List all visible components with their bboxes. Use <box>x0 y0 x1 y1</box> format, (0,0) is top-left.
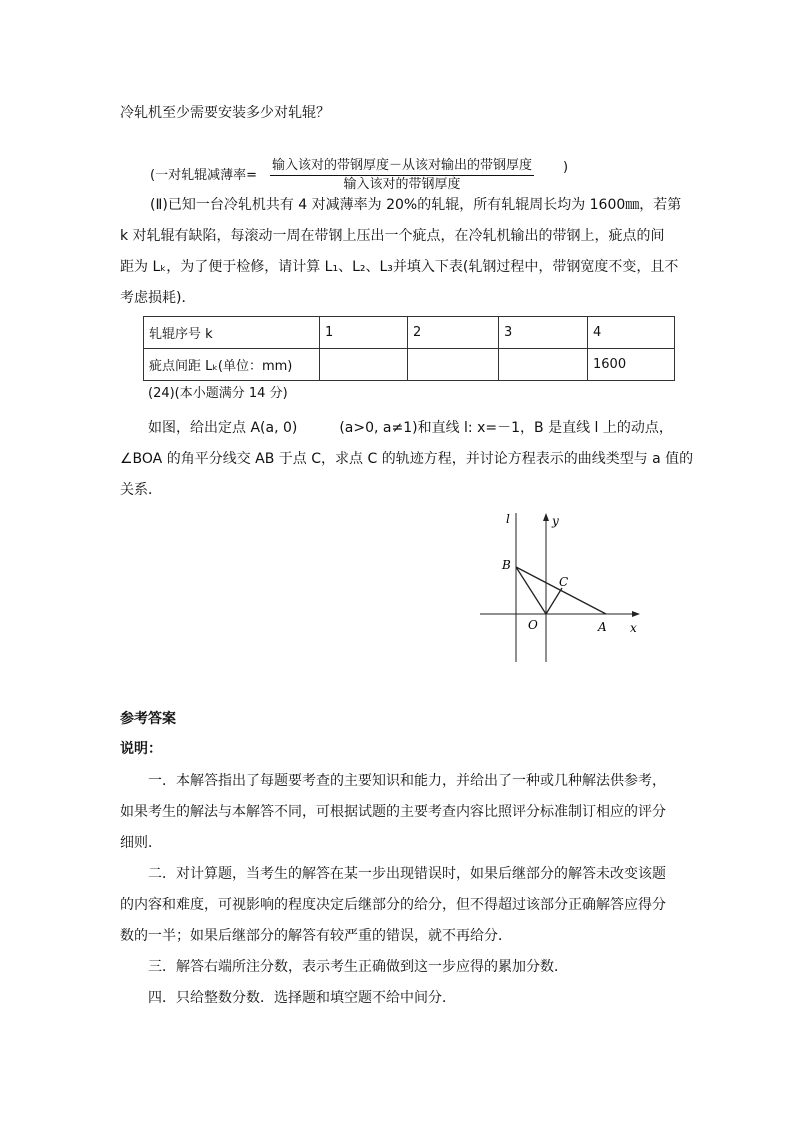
table-cell-label: 轧辊序号 k <box>144 317 320 349</box>
part2-line-4: 考虑损耗)． <box>120 290 196 306</box>
label-B: B <box>502 558 511 572</box>
note-title: 说明： <box>120 741 162 757</box>
table-cell: 1 <box>320 317 408 349</box>
note-p4: 四．只给整数分数．选择题和填空题不给中间分． <box>148 990 456 1006</box>
table-cell <box>320 349 408 381</box>
formula-denominator: 输入该对的带钢厚度 <box>343 177 461 192</box>
label-O: O <box>528 618 538 632</box>
q24-line-3: 关系． <box>120 482 162 498</box>
label-y: y <box>552 514 559 528</box>
x-axis-arrow <box>632 611 640 617</box>
segment-OC <box>546 588 562 614</box>
table-row <box>144 349 675 381</box>
note-p2-line-2: 的内容和难度，可视影响的程度决定后继部分的给分，但不得超过该部分正确解答应得分 <box>120 897 666 913</box>
formula-fraction <box>270 157 534 194</box>
q24-header: (24)(本小题满分 14 分) <box>148 386 288 401</box>
y-axis-arrow <box>543 513 549 521</box>
q24-line-1: 如图，给出定点 A(a, 0) (a>0, a≠1)和直线 l: x=－1，B 是直线 l 上的动点， <box>148 420 673 436</box>
part2-line-1: (Ⅱ)已知一台冷轧机共有 4 对减薄率为 20%的轧辊，所有轧辊周长均为 1600㎜，若第 <box>150 197 682 213</box>
note-p3: 三．解答右端所注分数，表示考生正确做到这一步应得的累加分数． <box>148 959 568 975</box>
formula-prefix: (一对轧辊减薄率= <box>150 168 257 183</box>
note-p1-line-1: 一．本解答指出了每题要考查的主要知识和能力，并给出了一种或几种解法供参考， <box>148 773 666 789</box>
label-A: A <box>598 620 607 634</box>
table-cell: 3 <box>499 317 588 349</box>
part2-line-2: k 对轧辊有缺陷，每滚动一周在带钢上压出一个疵点，在冷轧机输出的带钢上，疵点的间 <box>120 228 665 244</box>
table-cell: 1600 <box>588 349 675 381</box>
note-p2-line-3: 数的一半；如果后继部分的解答有较严重的错误，就不再给分． <box>120 928 512 944</box>
note-p1-line-3: 细则． <box>120 835 162 851</box>
label-C: C <box>559 575 569 589</box>
table-cell <box>408 349 499 381</box>
table-cell-label: 疵点间距 Lₖ(单位：mm) <box>144 349 320 381</box>
question-text: 冷轧机至少需要安装多少对轧辊？ <box>120 105 330 121</box>
note-p1-line-2: 如果考生的解法与本解答不同，可根据试题的主要考查内容比照评分标准制订相应的评分 <box>120 804 666 820</box>
table-row <box>144 317 675 349</box>
defect-spacing-table <box>143 316 675 381</box>
q24-line-2: ∠BOA 的角平分线交 AB 于点 C，求点 C 的轨迹方程，并讨论方程表示的曲线类型与 a 值的 <box>120 451 694 467</box>
answer-title: 参考答案 <box>120 711 176 727</box>
table-cell: 4 <box>588 317 675 349</box>
formula-numerator: 输入该对的带钢厚度－从该对输出的带钢厚度 <box>270 157 534 176</box>
note-p2-line-1: 二．对计算题，当考生的解答在某一步出现错误时，如果后继部分的解答未改变该题 <box>148 866 666 882</box>
part2-line-3: 距为 Lₖ，为了便于检修，请计算 L₁、L₂、L₃并填入下表(轧钢过程中，带钢宽度不变，且不 <box>120 259 679 275</box>
table-cell <box>499 349 588 381</box>
formula-suffix: ) <box>563 160 569 175</box>
label-l: l <box>506 512 510 526</box>
label-x: x <box>630 621 637 635</box>
segment-OB <box>516 567 546 614</box>
table-cell: 2 <box>408 317 499 349</box>
geometry-figure <box>470 505 650 667</box>
